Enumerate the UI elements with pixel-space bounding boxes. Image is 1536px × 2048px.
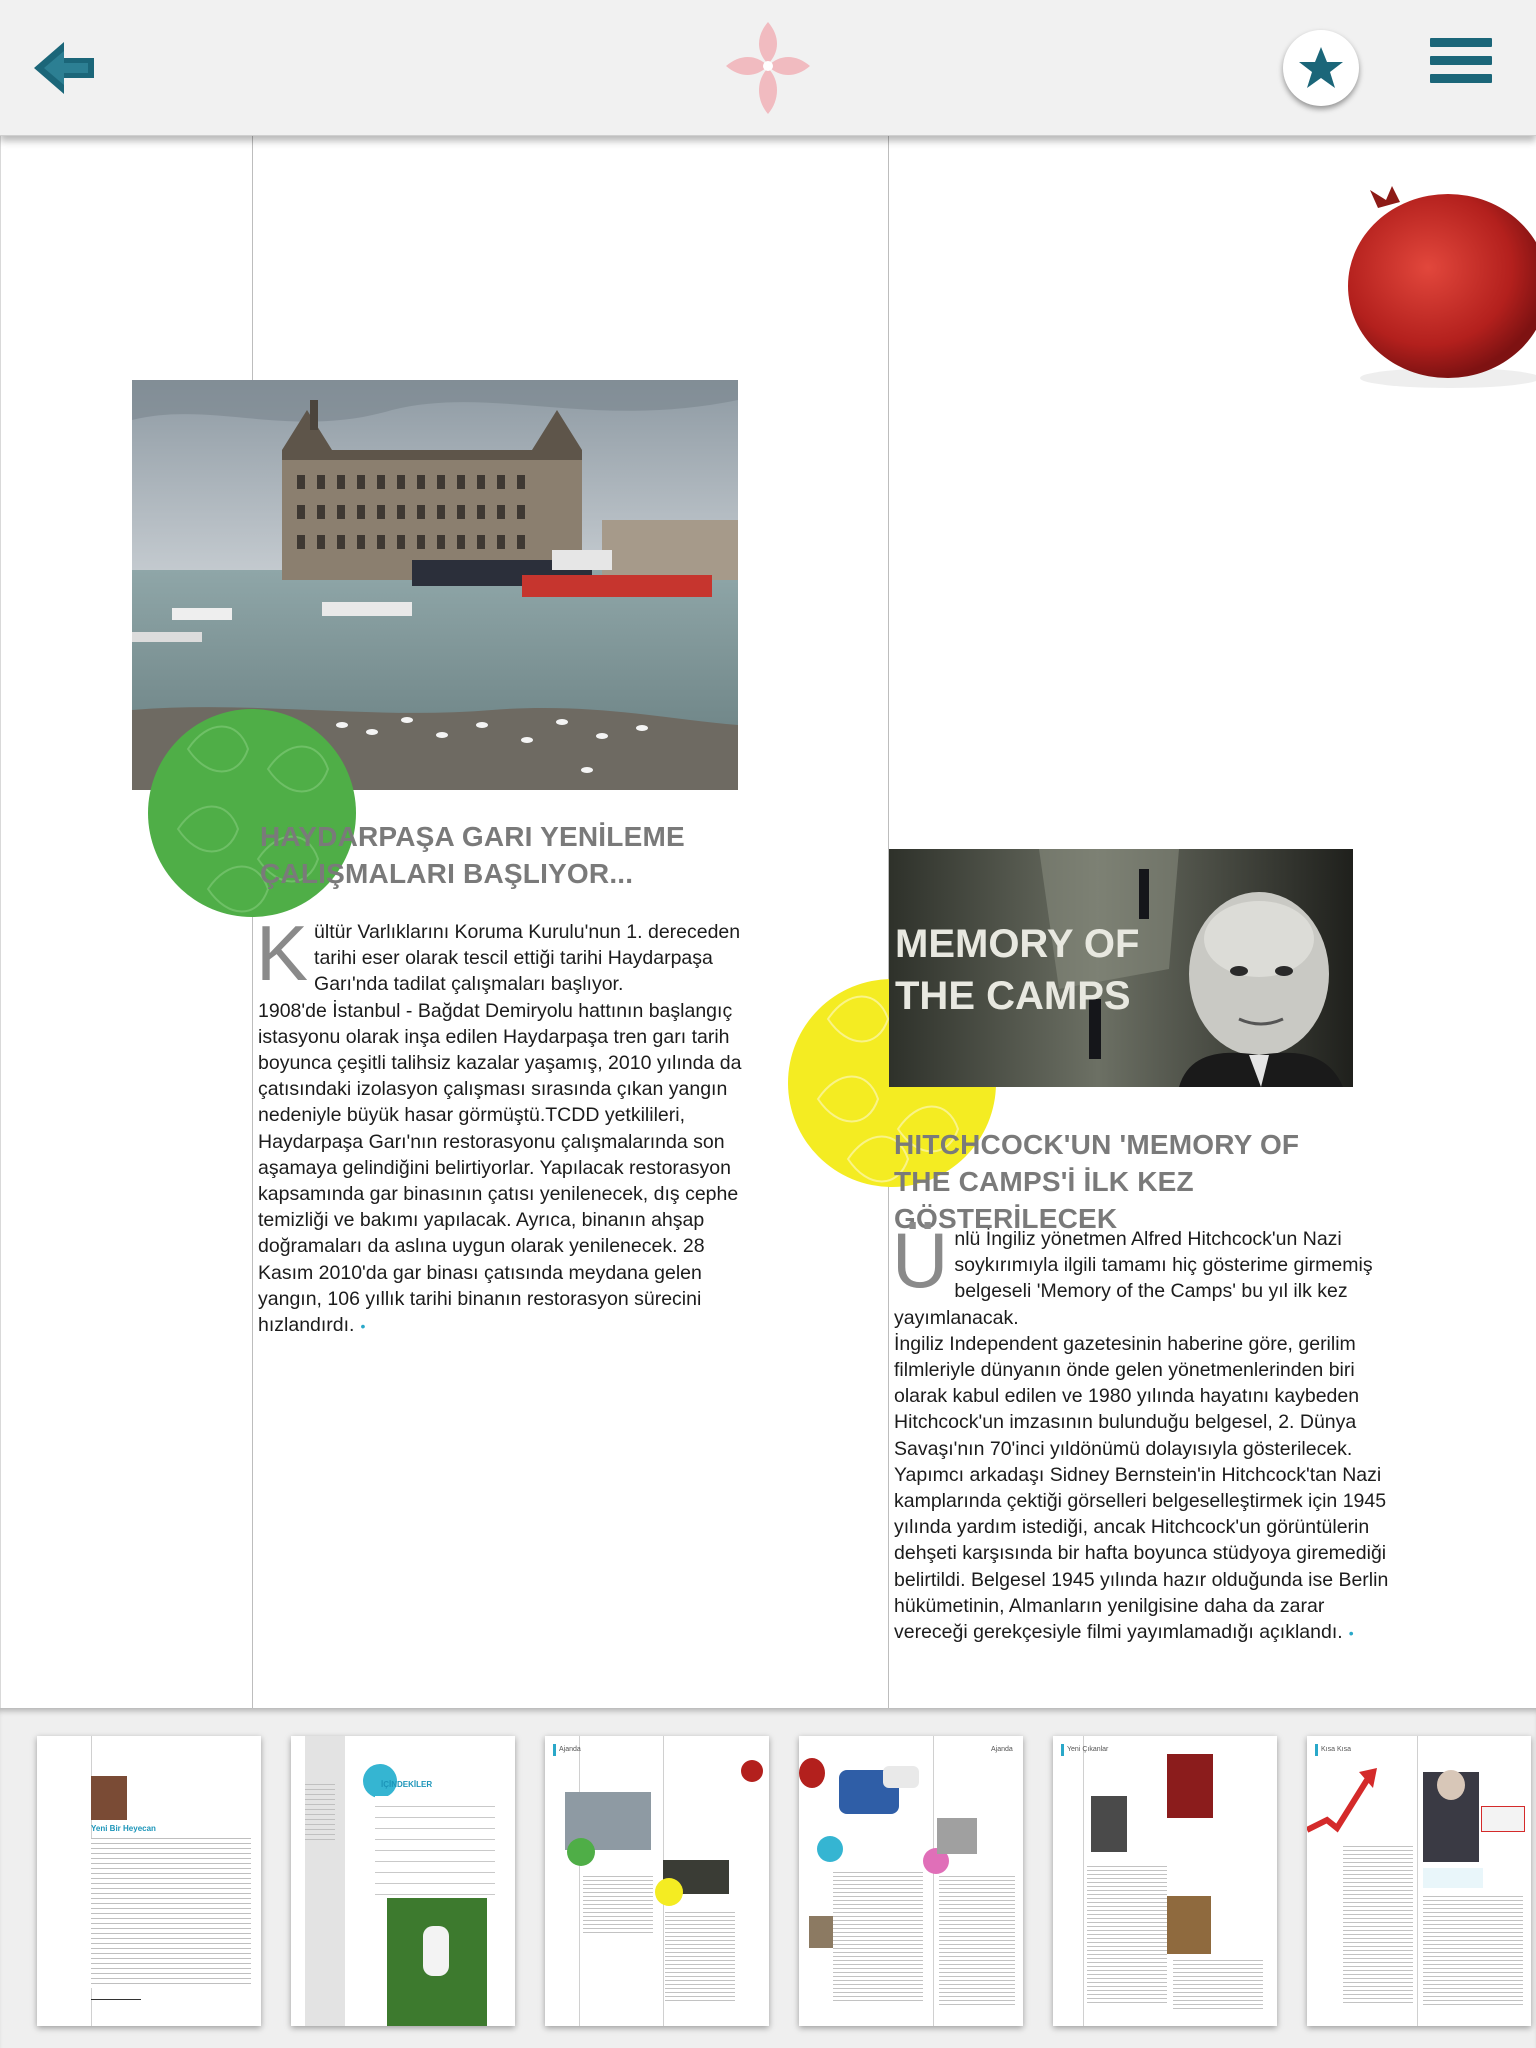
pomegranate-image	[1300, 146, 1536, 396]
hamburger-menu-icon	[1430, 38, 1492, 83]
thumbnail-header: Ajanda	[559, 1746, 581, 1753]
author-photo	[91, 1776, 127, 1820]
arrow-left-icon	[30, 38, 100, 98]
page-thumbnail[interactable]	[545, 1736, 769, 2026]
favorite-button[interactable]	[1283, 30, 1359, 106]
page-thumbnail[interactable]	[1053, 1736, 1277, 2026]
thumbnail-title: Yeni Bir Heyecan	[91, 1824, 156, 1833]
end-bullet: •	[360, 1318, 366, 1335]
thumbnail-header: Kısa Kısa	[1321, 1746, 1351, 1753]
magazine-spread[interactable]	[0, 136, 1536, 1708]
column-rule-left	[252, 136, 253, 1708]
drop-cap: Ü	[892, 1216, 949, 1304]
article-text: İngiliz Independent gazetesinin haberine göre, gerilim filmleriyle dünyanın önde gelen yönetmenlerinden biri olarak kabul edilen ve 1980 yılında hayatını kaybeden Hitchcock'un imzasının bulunduğu belgesel, 2. Dünya Savaşı'nın 70'inci yıldönümü dolayısıyla gösterilecek. Yapımcı arkadaşı Sidney Bernstein'in Hitchcock'tan Nazi kamplarında çektiği görselleri belgeselleştirmek için 1945 yılında yardım istediği, ancak Hitchcock'un görüntülerin dehşeti karşısında bir hafta boyunca stüdyoya giremediği belirtildi. Belgesel 1945 yılında hazır olduğunda ise Berlin hükümetinin, Almanların yenilgisine daha da zarar vereceği gerekçesiyle filmi yayımlamadığı açıklandı.	[894, 1332, 1389, 1644]
thumbnail-header: Yeni Çıkanlar	[1067, 1746, 1109, 1753]
article-title-hitchcock: HITCHCOCK'UN 'MEMORY OF THE CAMPS'İ İLK KEZ GÖSTERİLECEK	[894, 1129, 1300, 1234]
page-edge	[0, 136, 1, 1708]
end-bullet: •	[1348, 1625, 1354, 1642]
page-thumbnail-strip[interactable]	[0, 1708, 1536, 2048]
page-thumbnail[interactable]	[291, 1736, 515, 2026]
thumbnail-header: Ajanda	[991, 1746, 1013, 1753]
back-button[interactable]	[30, 38, 100, 98]
article-body-hitchcock	[892, 1216, 1394, 1646]
article-lead: ültür Varlıklarını Koruma Kurulu'nun 1. dereceden tarihi eser olarak tescil ettiği tarihi Haydarpaşa Garı'nda tadilat çalışmaları başlıyor.	[314, 921, 741, 996]
page-thumbnail[interactable]	[799, 1736, 1023, 2026]
top-toolbar	[0, 0, 1536, 136]
article-title-haydarpasa: HAYDARPAŞA GARI YENİLEME ÇALIŞMALARI BAŞLIYOR...	[260, 821, 685, 889]
thumbnail-title: İÇİNDEKİLER	[381, 1780, 433, 1789]
page-thumbnail[interactable]	[1307, 1736, 1531, 2026]
article-lead: nlü İngiliz yönetmen Alfred Hitchcock'un Nazi soykırımıyla ilgili tamamı hiç gösterime girmemiş belgeseli 'Memory of the Camps' bu yıl ilk kez yayımlanacak.	[894, 1228, 1373, 1329]
menu-button[interactable]	[1430, 38, 1492, 96]
memory-of-the-camps-photo	[889, 849, 1353, 1087]
article-body-haydarpasa	[256, 909, 762, 1339]
flower-logo-icon	[718, 14, 818, 122]
article-text: 1908'de İstanbul - Bağdat Demiryolu hattının başlangıç istasyonu olarak inşa edilen Haydarpaşa tren garı tarih boyunca çeşitli talihsiz kazalar yaşamış, 2010 yılında da çatısındaki izolasyon çalışması sırasında çıkan yangın nedeniyle büyük hasar görmüştü.TCDD yetkilileri, Haydarpaşa Garı'nın restorasyonu çalışmalarında son aşamaya gelindiğini belirtiyorlar. Yapılacak restorasyon kapsamında gar binasının çatısı yenilenecek, dış cephe temizliği ve bakımı yapılacak. Ayrıca, binanın ahşap doğramaları da aslına uygun olarak yenilenecek. 28 Kasım 2010'da gar binası çatısında meydana gelen yangın, 106 yıllık tarihi binanın restorasyon sürecini hızlandırdı.	[258, 999, 742, 1337]
image-text-memory-of: MEMORY OF	[895, 922, 1140, 966]
drop-cap: K	[256, 909, 309, 997]
image-text-the-camps: THE CAMPS	[895, 974, 1131, 1018]
star-icon	[1297, 44, 1345, 92]
page-thumbnail[interactable]	[37, 1736, 261, 2026]
